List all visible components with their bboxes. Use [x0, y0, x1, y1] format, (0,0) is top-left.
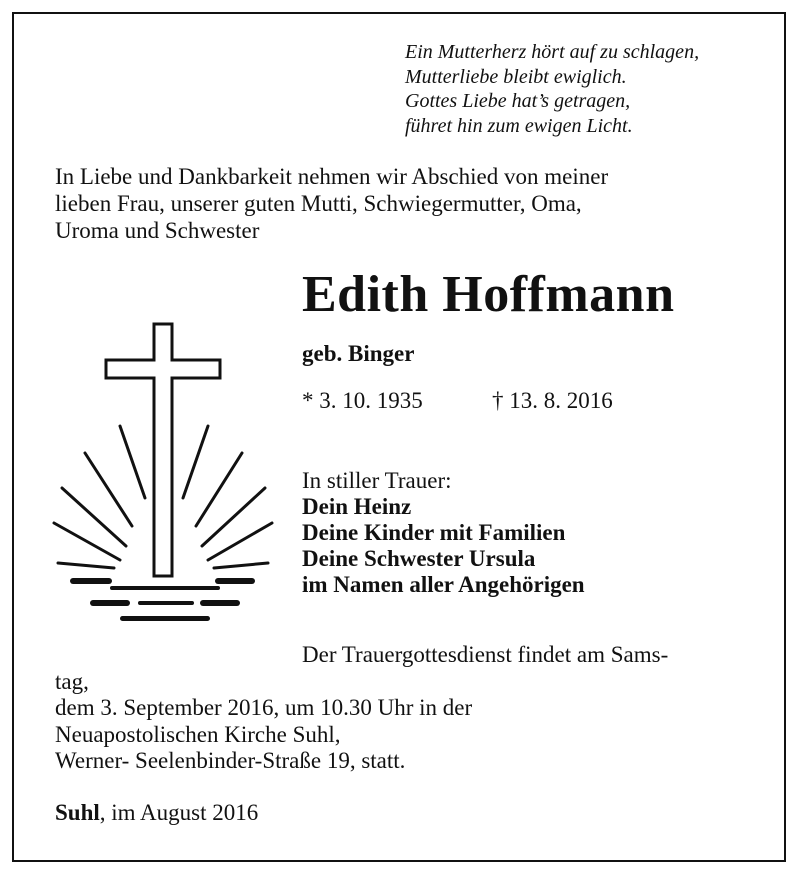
service-line: Werner- Seelenbinder-Straße 19, statt. — [55, 748, 406, 773]
mourner-name: Dein Heinz — [302, 494, 412, 519]
poem-line: Ein Mutterherz hört auf zu schlagen, — [405, 41, 700, 63]
service-line: dem 3. September 2016, um 10.30 Uhr in der — [55, 695, 473, 720]
mourners-intro: In stiller Trauer: — [302, 468, 452, 493]
death-date: † 13. 8. 2016 — [492, 388, 613, 413]
place-date: , im August 2016 — [99, 800, 259, 825]
mourner-name: Deine Kinder mit Familien — [302, 520, 566, 545]
mourners — [302, 468, 585, 598]
poem — [405, 40, 765, 138]
poem-line: führet hin zum ewigen Licht. — [405, 114, 633, 137]
mourner-name: Deine Schwester Ursula — [302, 546, 536, 571]
intro-text — [55, 163, 755, 244]
intro-line: In Liebe und Dankbarkeit nehmen wir Abschied von meiner — [55, 164, 609, 189]
intro-line: lieben Frau, unserer guten Mutti, Schwiegermutter, Oma, — [55, 191, 582, 216]
poem-line: Mutterliebe bleibt ewiglich. — [405, 65, 627, 88]
cross-with-rising-sun-icon — [50, 318, 280, 638]
service-line: Neuapostolischen Kirche Suhl, — [55, 721, 341, 747]
service-line: Der Trauergottesdienst findet am Sams- — [302, 642, 669, 667]
service-details — [55, 642, 755, 775]
service-line: tag, — [55, 668, 89, 694]
maiden-name: geb. Binger — [302, 341, 415, 366]
place-and-date — [55, 800, 258, 826]
place-city: Suhl — [55, 800, 100, 825]
poem-line: Gottes Liebe hat’s getragen, — [405, 90, 631, 112]
life-dates — [302, 388, 613, 414]
mourner-name: im Namen aller Angehörigen — [302, 572, 585, 597]
birth-date: * 3. 10. 1935 — [302, 388, 423, 413]
deceased-name: Edith Hoffmann — [302, 266, 675, 323]
intro-line: Uroma und Schwester — [55, 218, 260, 243]
